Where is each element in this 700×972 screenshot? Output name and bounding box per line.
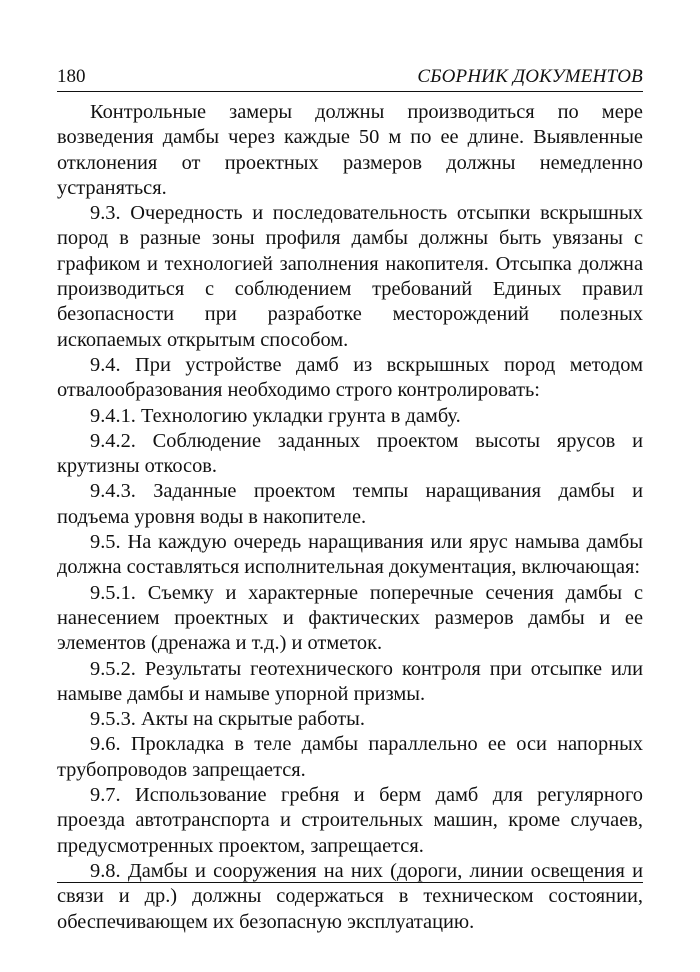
body-text (57, 100, 643, 935)
paragraph: 9.5.1. Съемку и характерные поперечные сечения дамбы с нанесением проектных и фактических размеров дамбы и ее элементов (дренажа и т.д.) и отметок. (57, 581, 643, 655)
document-page (57, 66, 643, 935)
page-header (57, 66, 643, 92)
paragraph: 9.6. Прокладка в теле дамбы параллельно ее оси напорных трубопроводов запрещается. (57, 733, 643, 781)
paragraph: 9.8. Дамбы и сооружения на них (дороги, линии освещения и связи и др.) должны содержаться в техническом состоянии, обеспечивающем их безопасную эксплуатацию. (57, 859, 643, 933)
paragraph: 9.7. Использование гребня и берм дамб для регулярного проезда автотранспорта и строительных машин, кроме случаев, предусмотренных проектом, запрещается. (57, 784, 643, 857)
paragraph: 9.3. Очередность и последовательность отсыпки вскрышных пород в разные зоны профиля дамбы должны быть увязаны с графиком и технологией заполнения накопителя. Отсыпка должна производиться с соблюдением требований Единых правил безопасности при разработке месторождений полезных ископаемых открытым способом. (57, 202, 643, 351)
footer-rule (57, 882, 643, 883)
paragraph: 9.5. На каждую очередь наращивания или ярус намыва дамбы должна составляться исполнительная документация, включающая: (57, 531, 643, 579)
paragraph: 9.4.2. Соблюдение заданных проектом высоты ярусов и крутизны откосов. (57, 429, 643, 478)
paragraph: 9.4. При устройстве дамб из вскрышных пород методом отвалообразования необходимо строго контролировать: (57, 353, 643, 402)
paragraph: 9.4.1. Технологию укладки грунта в дамбу. (90, 404, 461, 427)
running-title: СБОРНИК ДОКУМЕНТОВ (417, 66, 643, 87)
paragraph: Контрольные замеры должны производиться по мере возведения дамбы через каждые 50 м по ее длине. Выявленные отклонения от проектных размеров должны немедленно устраняться. (57, 101, 643, 199)
paragraph: 9.5.3. Акты на скрытые работы. (90, 708, 365, 731)
paragraph: 9.5.2. Результаты геотехнического контроля при отсыпке или намыве дамбы и намыве упорной призмы. (57, 657, 643, 705)
paragraph: 9.4.3. Заданные проектом темпы наращивания дамбы и подъема уровня воды в накопителе. (57, 480, 643, 528)
page-number: 180 (57, 66, 86, 87)
